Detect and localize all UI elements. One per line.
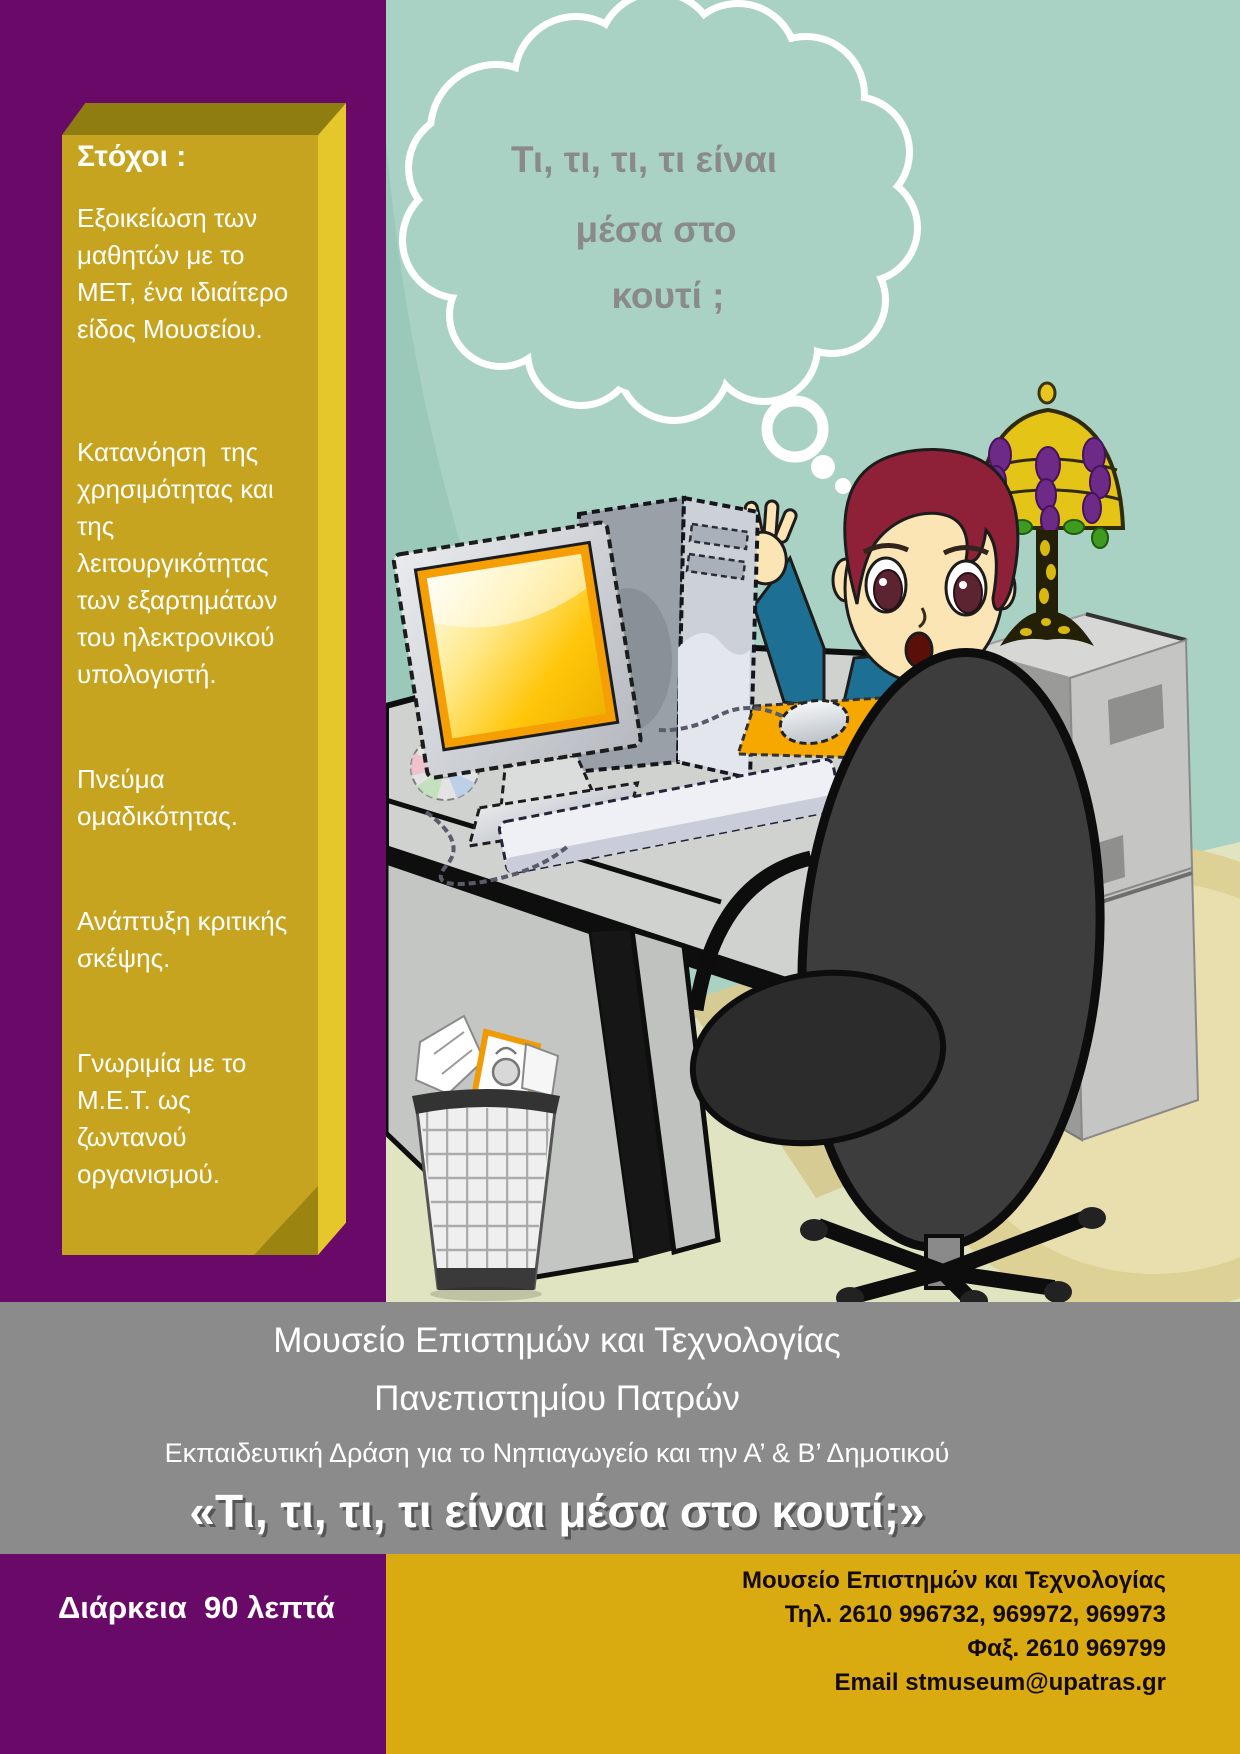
goal-item: Γνωριμία με το Μ.Ε.Τ. ως ζωντανού οργανισμού. bbox=[77, 1048, 254, 1189]
bubble-text-line2: μέσα στο bbox=[575, 209, 737, 250]
goals-heading: Στόχοι : bbox=[77, 140, 187, 173]
goal-item: Ανάπτυξη κριτικής σκέψης. bbox=[77, 906, 295, 973]
duration-text: Διάρκεια 90 λεπτά bbox=[58, 1590, 335, 1625]
goal-item: Πνεύμα ομαδικότητας. bbox=[77, 764, 238, 831]
bubble-text-line1: Τι, τι, τι, τι είναι bbox=[511, 139, 777, 180]
trash-bin bbox=[412, 1016, 560, 1301]
activity-slogan: «Τι, τι, τι, τι είναι μέσα στο κουτί;» bbox=[189, 1485, 925, 1537]
activity-subtitle: Εκπαιδευτική Δράση για το Νηπιαγωγείο και την Α’ & Β’ Δημοτικού bbox=[164, 1438, 950, 1468]
goal-item: Κατανόηση της χρησιμότητας και της λειτουργικότητας των εξαρτημάτων του ηλεκτρονικού υπολογιστή. bbox=[77, 437, 285, 689]
bubble-tail-dot bbox=[811, 455, 835, 479]
footer-duration-panel bbox=[0, 1554, 386, 1754]
museum-title-line1: Μουσείο Επιστημών και Τεχνολογίας bbox=[273, 1321, 841, 1360]
illustration-scene bbox=[386, 0, 1240, 1302]
bubble-tail-dot bbox=[835, 478, 851, 494]
contact-fax: Φαξ. 2610 969799 bbox=[967, 1635, 1166, 1662]
footer-contact-panel bbox=[386, 1554, 1240, 1754]
contact-org: Μουσείο Επιστημών και Τεχνολογίας bbox=[742, 1567, 1166, 1594]
goal-box-top-face bbox=[62, 103, 346, 135]
bubble-text-line3: κουτί ; bbox=[611, 275, 725, 316]
sidebar bbox=[0, 0, 386, 1302]
goal-text-block bbox=[77, 140, 307, 1261]
contact-phone: Τηλ. 2610 996732, 969972, 969973 bbox=[784, 1601, 1166, 1628]
goal-box-side-face bbox=[318, 103, 346, 1255]
title-banner bbox=[0, 1302, 1240, 1554]
museum-title-line2: Πανεπιστημίου Πατρών bbox=[374, 1379, 740, 1418]
contact-email: Email stmuseum@upatras.gr bbox=[834, 1669, 1166, 1696]
goal-item: Εξοικείωση των μαθητών με το ΜΕΤ, ένα ιδιαίτερο είδος Μουσείου. bbox=[77, 203, 296, 344]
bubble-tail-ring bbox=[767, 401, 823, 457]
